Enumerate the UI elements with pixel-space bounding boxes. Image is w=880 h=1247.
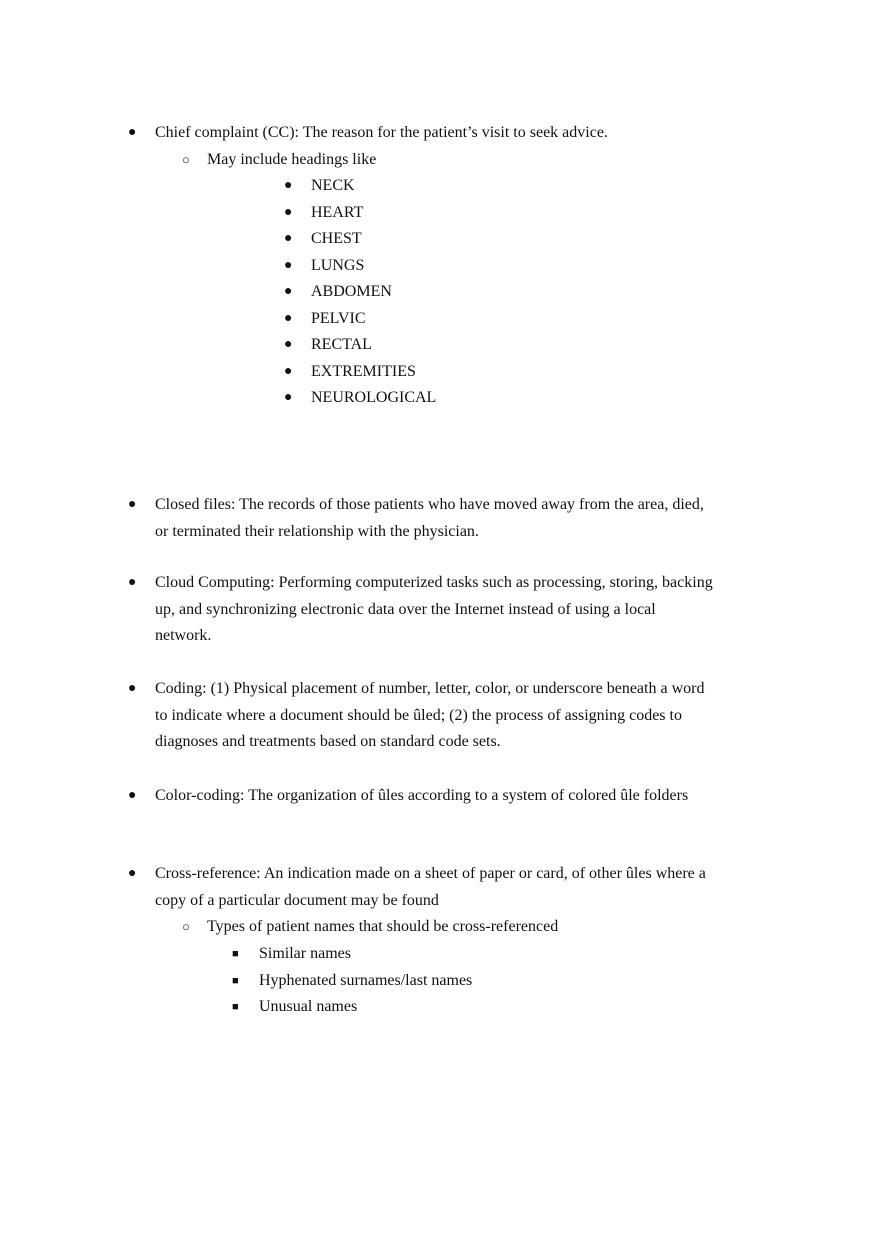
bullet-marker: ● <box>284 390 293 405</box>
bullet-marker: ● <box>284 231 293 246</box>
region-label: RECTAL <box>311 336 372 353</box>
entry-coding <box>128 676 715 756</box>
bullet-marker: ● <box>284 178 293 193</box>
entry-text: Chief complaint (CC): The reason for the patient’s visit to seek advice. <box>155 124 608 141</box>
sub-item-text: Types of patient names that should be cross-referenced <box>207 918 559 935</box>
region-item <box>284 385 437 412</box>
sub-item-text: May include headings like <box>207 151 377 168</box>
region-item <box>284 200 364 227</box>
region-item <box>284 359 416 386</box>
hollow-bullet-marker: ○ <box>182 152 190 167</box>
region-label: NEUROLOGICAL <box>311 389 437 406</box>
entry-cross-reference <box>128 861 715 914</box>
sub-item-name-types <box>182 914 559 941</box>
hollow-bullet-marker: ○ <box>182 919 190 934</box>
entry-text: Closed files: The records of those patients who have moved away from the area, died, or terminated their relationship with the physician. <box>155 496 704 540</box>
name-type-item <box>232 941 351 968</box>
region-item <box>284 279 392 306</box>
bullet-marker: ● <box>284 311 293 326</box>
region-label: LUNGS <box>311 257 365 274</box>
name-type-label: Similar names <box>259 945 351 962</box>
region-item <box>284 173 355 200</box>
bullet-marker: ● <box>284 337 293 352</box>
square-bullet-marker: ■ <box>232 948 239 960</box>
bullet-marker: ● <box>128 788 137 803</box>
region-label: EXTREMITIES <box>311 363 416 380</box>
region-label: PELVIC <box>311 310 366 327</box>
entry-text: Color-coding: The organization of ûles according to a system of colored ûle folders <box>155 787 689 804</box>
region-item <box>284 253 365 280</box>
bullet-marker: ● <box>128 575 137 590</box>
sub-item-headings <box>182 147 377 174</box>
entry-text: Cloud Computing: Performing computerized tasks such as processing, storing, backing up, and synchronizing electronic data over the Internet instead of using a local network. <box>155 574 713 644</box>
name-type-item <box>232 968 473 995</box>
name-type-label: Hyphenated surnames/last names <box>259 972 473 989</box>
entry-text: Coding: (1) Physical placement of number, letter, color, or underscore beneath a word to indicate where a document should be ûled; (2) the process of assigning codes to diagnoses and treatments based on standard code sets. <box>155 680 705 750</box>
name-type-item <box>232 994 358 1021</box>
entry-chief-complaint <box>128 120 715 147</box>
entry-closed-files <box>128 492 715 545</box>
entry-cloud-computing <box>128 570 715 650</box>
entry-text: Cross-reference: An indication made on a sheet of paper or card, of other ûles where a copy of a particular document may be found <box>155 865 706 909</box>
bullet-marker: ● <box>128 125 137 140</box>
name-type-label: Unusual names <box>259 998 358 1015</box>
region-label: NECK <box>311 177 355 194</box>
square-bullet-marker: ■ <box>232 975 239 987</box>
bullet-marker: ● <box>128 497 137 512</box>
bullet-marker: ● <box>128 681 137 696</box>
entry-color-coding <box>128 783 715 810</box>
bullet-marker: ● <box>284 364 293 379</box>
bullet-marker: ● <box>128 866 137 881</box>
bullet-marker: ● <box>284 258 293 273</box>
region-label: CHEST <box>311 230 362 247</box>
bullet-marker: ● <box>284 284 293 299</box>
region-label: ABDOMEN <box>311 283 392 300</box>
region-item <box>284 306 366 333</box>
region-item <box>284 332 372 359</box>
square-bullet-marker: ■ <box>232 1001 239 1013</box>
region-label: HEART <box>311 204 364 221</box>
bullet-marker: ● <box>284 205 293 220</box>
region-item <box>284 226 362 253</box>
